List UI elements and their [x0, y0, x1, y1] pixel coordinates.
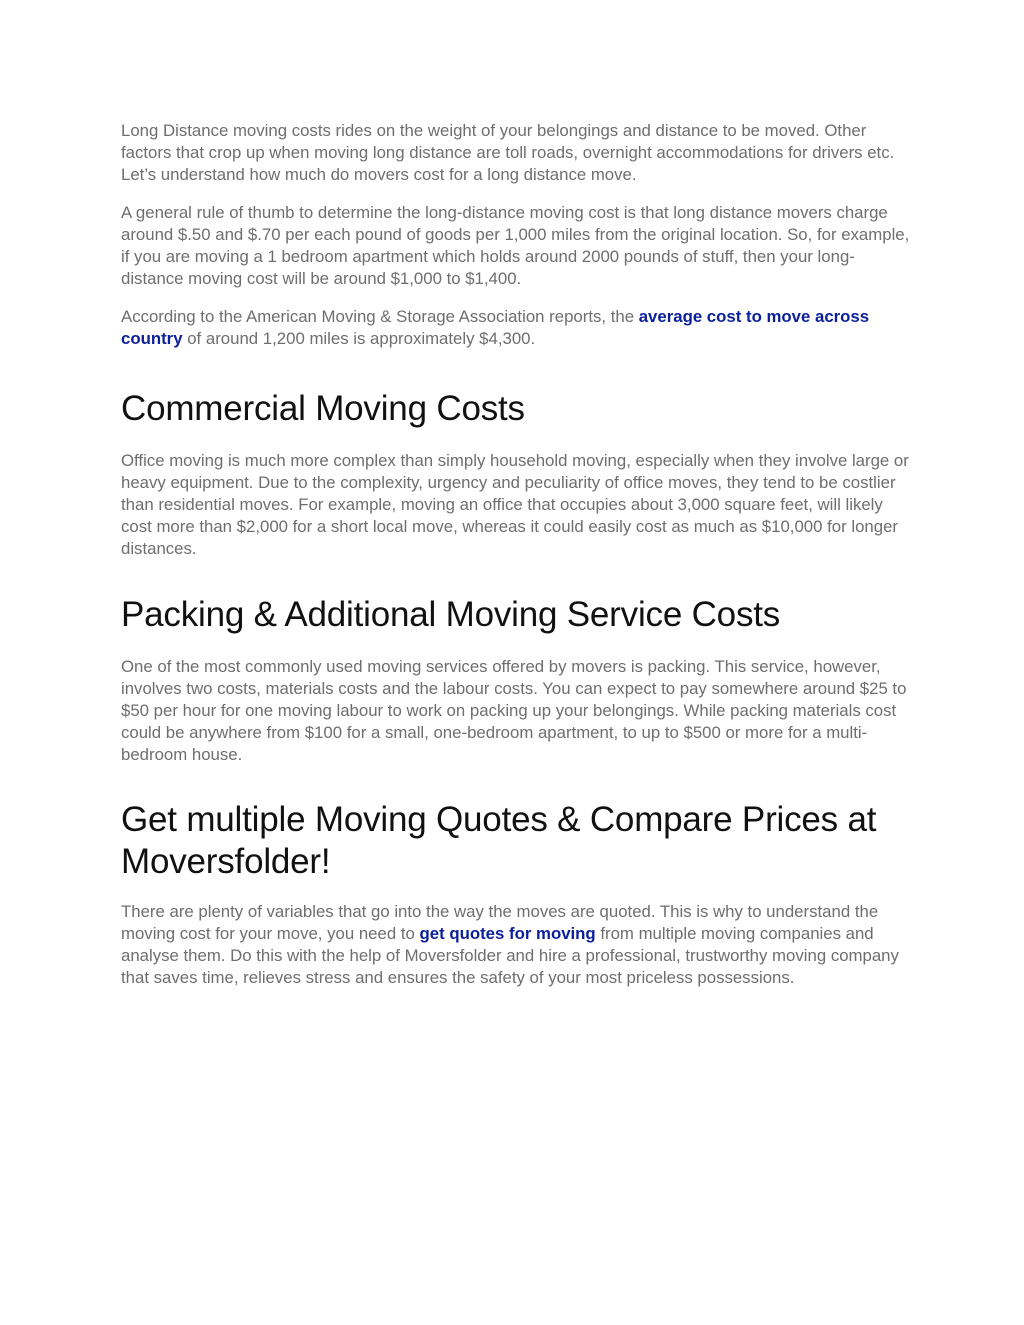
moving-quotes-text-before: There are plenty of variables that go into the way the moves are quoted. This is why to understand the moving cost for your move, you need to [121, 902, 879, 943]
moving-quotes-heading: Get multiple Moving Quotes & Compare Prices at Moversfolder! [121, 800, 877, 881]
average-cost-paragraph [121, 306, 911, 350]
packing-costs-heading: Packing & Additional Moving Service Costs [121, 595, 781, 634]
commercial-moving-paragraph: Office moving is much more complex than simply household moving, especially when they involve large or heavy equipment. Due to the complexity, urgency and peculiarity of office moves, they tend to be costlier than residential moves. For example, moving an office that occupies about 3,000 square feet, will likely cost more than $2,000 for a short local move, whereas it could easily cost as much as $10,000 for longer distances. [121, 451, 909, 558]
packing-costs-paragraph: One of the most commonly used moving services offered by movers is packing. This service, however, involves two costs, materials costs and the labour costs. You can expect to pay somewhere around $25 to $50 per hour for one moving labour to work on packing up your belongings. While packing materials cost could be anywhere from $100 for a small, one-bedroom apartment, to up to $500 or more for a multi-bedroom house. [121, 657, 907, 764]
moving-quotes-text-after: from multiple moving companies and analyse them. Do this with the help of Moversfolder and hire a professional, trustworthy moving company that saves time, relieves stress and ensures the safety of your most priceless possessions. [121, 924, 899, 987]
intro-paragraph: Long Distance moving costs rides on the weight of your belongings and distance to be moved. Other factors that crop up when moving long distance are toll roads, overnight accommodations for drivers etc. Let’s understand how much do movers cost for a long distance move. [121, 121, 895, 184]
average-cost-text-after: of around 1,200 miles is approximately $4,300. [182, 329, 536, 348]
commercial-moving-heading: Commercial Moving Costs [121, 389, 525, 428]
average-cost-text-before: According to the American Moving & Storage Association reports, the [121, 307, 639, 326]
get-quotes-link[interactable]: get quotes for moving [419, 924, 596, 943]
moving-quotes-paragraph [121, 901, 911, 989]
rule-of-thumb-paragraph: A general rule of thumb to determine the long-distance moving cost is that long distance movers charge around $.50 and $.70 per each pound of goods per 1,000 miles from the original location. So, for example, if you are moving a 1 bedroom apartment which holds around 2000 pounds of stuff, then your long-distance moving cost will be around $1,000 to $1,400. [121, 203, 910, 288]
document-body [121, 120, 911, 1003]
average-cost-link[interactable]: average cost to move across country [121, 307, 870, 348]
